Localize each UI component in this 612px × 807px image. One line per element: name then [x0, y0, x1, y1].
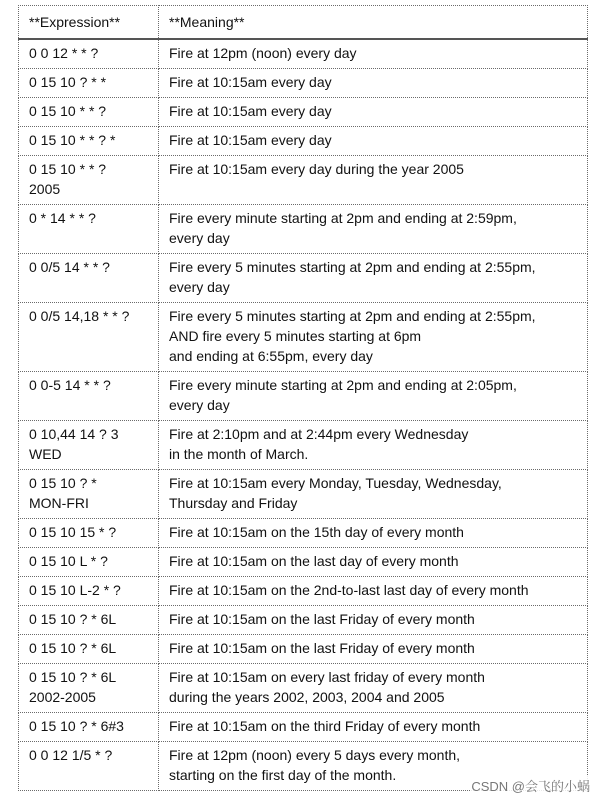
- meaning-cell: Fire at 2:10pm and at 2:44pm every Wednesday in the month of March.: [159, 421, 588, 470]
- expression-cell: 0 15 10 ? * *: [19, 69, 159, 98]
- meaning-cell: Fire at 10:15am every day: [159, 127, 588, 156]
- expression-cell: 0 15 10 ? * MON-FRI: [19, 470, 159, 519]
- watermark: CSDN @会飞的小蜗: [471, 776, 590, 795]
- meaning-cell: Fire at 10:15am every day during the year 2005: [159, 156, 588, 205]
- table-row: [19, 519, 588, 548]
- table-row: [19, 156, 588, 205]
- table-row: [19, 635, 588, 664]
- expression-cell: 0 15 10 * * ? *: [19, 127, 159, 156]
- table-row: [19, 713, 588, 742]
- table-row: [19, 470, 588, 519]
- meaning-column-header: **Meaning**: [159, 6, 588, 40]
- table-row: [19, 303, 588, 372]
- table-row: [19, 205, 588, 254]
- meaning-cell: Fire every 5 minutes starting at 2pm and ending at 2:55pm, AND fire every 5 minutes starting at 6pm and ending at 6:55pm, every day: [159, 303, 588, 372]
- meaning-cell: Fire at 10:15am on the last Friday of every month: [159, 606, 588, 635]
- expression-cell: 0 15 10 * * ? 2005: [19, 156, 159, 205]
- meaning-cell: Fire at 10:15am every Monday, Tuesday, Wednesday, Thursday and Friday: [159, 470, 588, 519]
- cron-expression-table: [18, 5, 588, 791]
- meaning-cell: Fire at 10:15am on every last friday of every month during the years 2002, 2003, 2004 and 2005: [159, 664, 588, 713]
- expression-cell: 0 15 10 ? * 6L 2002-2005: [19, 664, 159, 713]
- expression-cell: 0 15 10 ? * 6#3: [19, 713, 159, 742]
- meaning-cell: Fire every minute starting at 2pm and ending at 2:59pm, every day: [159, 205, 588, 254]
- meaning-cell: Fire at 10:15am on the third Friday of every month: [159, 713, 588, 742]
- table-row: [19, 39, 588, 69]
- table-row: [19, 127, 588, 156]
- expression-cell: 0 0 12 1/5 * ?: [19, 742, 159, 791]
- expression-cell: 0 0 12 * * ?: [19, 39, 159, 69]
- table-body: [19, 39, 588, 791]
- table-row: [19, 372, 588, 421]
- table-row: [19, 254, 588, 303]
- meaning-cell: Fire at 10:15am on the 15th day of every month: [159, 519, 588, 548]
- table-row: [19, 69, 588, 98]
- table-row: [19, 98, 588, 127]
- expression-cell: 0 0/5 14 * * ?: [19, 254, 159, 303]
- meaning-cell: Fire at 10:15am on the 2nd-to-last last day of every month: [159, 577, 588, 606]
- expression-cell: 0 10,44 14 ? 3 WED: [19, 421, 159, 470]
- expression-column-header: **Expression**: [19, 6, 159, 40]
- expression-cell: 0 0/5 14,18 * * ?: [19, 303, 159, 372]
- expression-cell: 0 0-5 14 * * ?: [19, 372, 159, 421]
- meaning-cell: Fire at 10:15am on the last day of every month: [159, 548, 588, 577]
- expression-cell: 0 15 10 * * ?: [19, 98, 159, 127]
- meaning-cell: Fire every 5 minutes starting at 2pm and ending at 2:55pm, every day: [159, 254, 588, 303]
- table-row: [19, 606, 588, 635]
- meaning-cell: Fire every minute starting at 2pm and ending at 2:05pm, every day: [159, 372, 588, 421]
- expression-cell: 0 15 10 L * ?: [19, 548, 159, 577]
- table-row: [19, 421, 588, 470]
- expression-cell: 0 15 10 ? * 6L: [19, 606, 159, 635]
- meaning-cell: Fire at 12pm (noon) every day: [159, 39, 588, 69]
- table-row: [19, 577, 588, 606]
- expression-cell: 0 15 10 ? * 6L: [19, 635, 159, 664]
- expression-cell: 0 * 14 * * ?: [19, 205, 159, 254]
- expression-cell: 0 15 10 15 * ?: [19, 519, 159, 548]
- expression-cell: 0 15 10 L-2 * ?: [19, 577, 159, 606]
- table-row: [19, 664, 588, 713]
- meaning-cell: Fire at 10:15am every day: [159, 98, 588, 127]
- table-row: [19, 548, 588, 577]
- meaning-cell: Fire at 10:15am on the last Friday of every month: [159, 635, 588, 664]
- meaning-cell: Fire at 10:15am every day: [159, 69, 588, 98]
- meaning-cell: Fire at 12pm (noon) every 5 days every month, starting on the first day of the month.: [159, 742, 588, 791]
- table-header-row: [19, 6, 588, 40]
